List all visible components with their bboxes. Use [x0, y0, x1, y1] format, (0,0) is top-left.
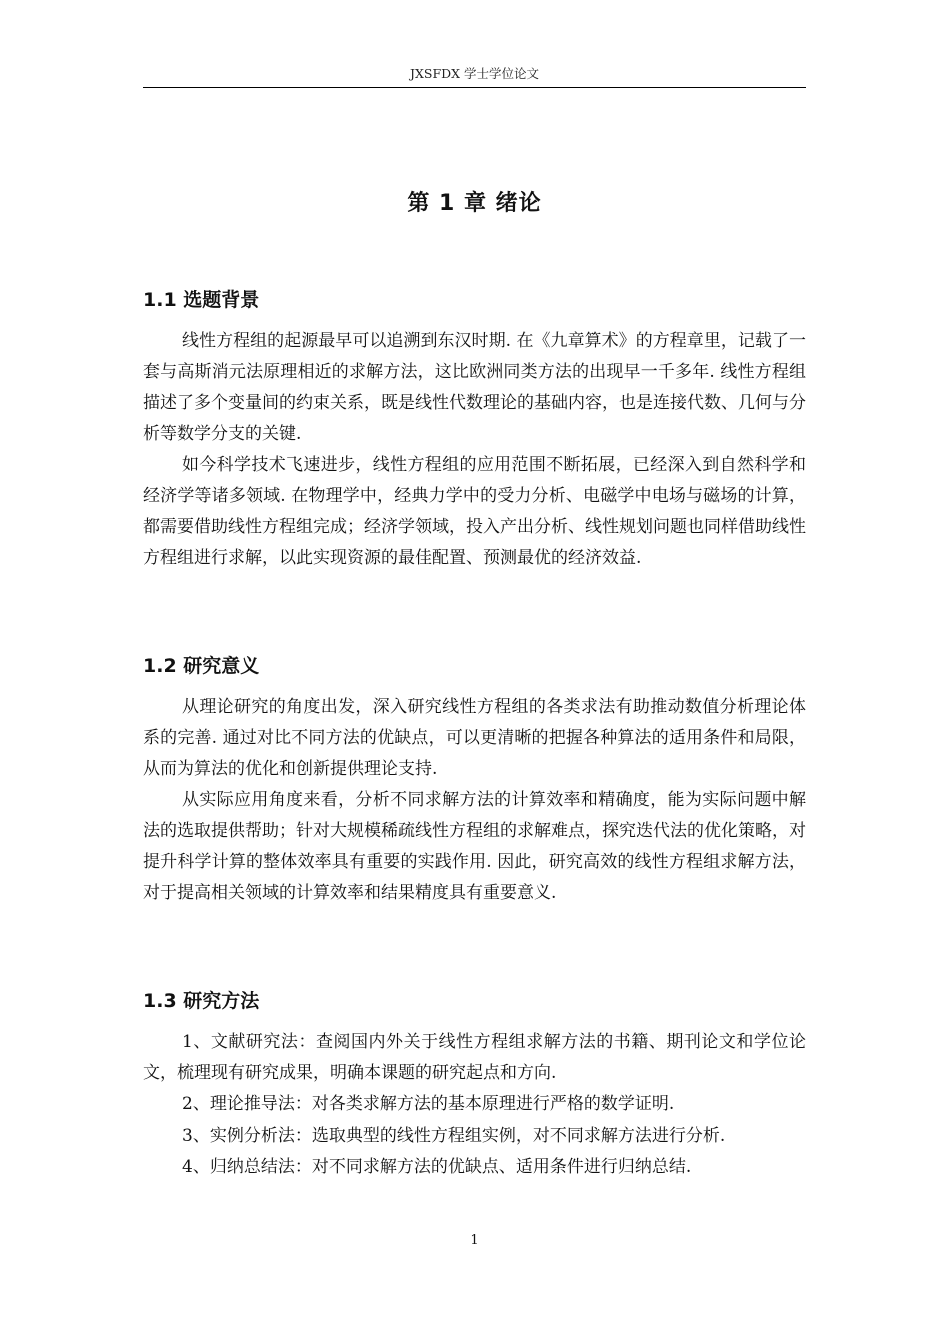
- list-item: 2、理论推导法：对各类求解方法的基本原理进行严格的数学证明.: [182, 1094, 675, 1114]
- paragraph: 如今科学技术飞速进步，线性方程组的应用范围不断拓展，已经深入到自然科学和经济学等诸多领域. 在物理学中，经典力学中的受力分析、电磁学中电场与磁场的计算，都需要借助线性方程组完成；经济学领域，投入产出分析、线性规划问题也同样借助线性方程组进行求解，以此实现资源的最佳配置、预测最优的经济效益.: [143, 455, 806, 568]
- list-item: 4、归纳总结法：对不同求解方法的优缺点、适用条件进行归纳总结.: [182, 1157, 692, 1177]
- page-number: 1: [470, 1233, 479, 1248]
- chapter-title: 第 1 章 绪论: [407, 191, 542, 216]
- section-title-significance: 1.2 研究意义: [143, 655, 260, 677]
- list-item: 3、实例分析法：选取典型的线性方程组实例，对不同求解方法进行分析.: [182, 1126, 726, 1146]
- paragraph: 线性方程组的起源最早可以追溯到东汉时期. 在《九章算术》的方程章里，记载了一套与高斯消元法原理相近的求解方法，这比欧洲同类方法的出现早一千多年. 线性方程组描述了多个变量间的约束关系，既是线性代数理论的基础内容，也是连接代数、几何与分析等数学分支的关键.: [143, 331, 806, 444]
- list-item: 1、文献研究法：查阅国内外关于线性方程组求解方法的书籍、期刊论文和学位论文，梳理现有研究成果，明确本课题的研究起点和方向.: [143, 1032, 806, 1083]
- paragraph: 从实际应用角度来看，分析不同求解方法的计算效率和精确度，能为实际问题中解法的选取提供帮助；针对大规模稀疏线性方程组的求解难点，探究迭代法的优化策略，对提升科学计算的整体效率具有重要的实践作用. 因此，研究高效的线性方程组求解方法，对于提高相关领域的计算效率和结果精度具有重要意义.: [143, 790, 806, 903]
- paragraph: 从理论研究的角度出发，深入研究线性方程组的各类求法有助推动数值分析理论体系的完善. 通过对比不同方法的优缺点，可以更清晰的把握各种算法的适用条件和局限，从而为算法的优化和创新提供理论支持.: [143, 697, 806, 779]
- section-title-methods: 1.3 研究方法: [143, 990, 260, 1012]
- section-title-background: 1.1 选题背景: [143, 289, 260, 311]
- header-rule: [143, 87, 806, 88]
- running-header: JXSFDX 学士学位论文: [409, 66, 540, 81]
